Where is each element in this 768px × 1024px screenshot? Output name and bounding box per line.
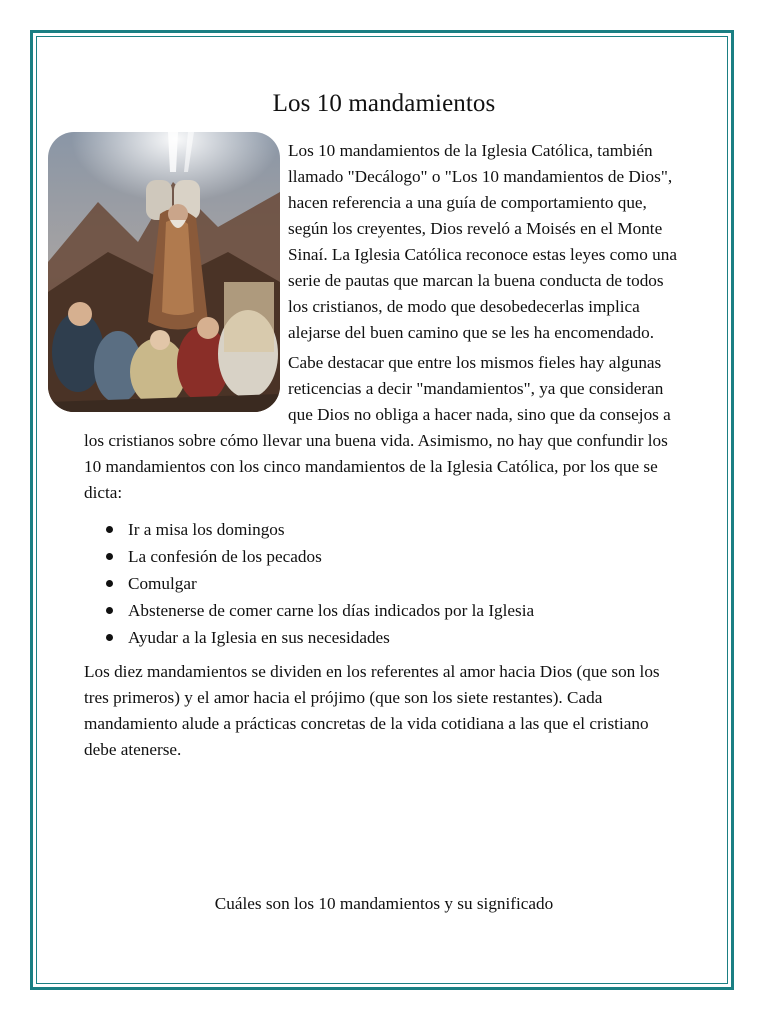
church-commandments-list [84,516,684,651]
list-item: Ayudar a la Iglesia en sus necesidades [128,624,684,651]
document-content [84,90,684,763]
list-item: Ir a misa los domingos [128,516,684,543]
bullet-icon [106,580,113,587]
bullet-icon [106,634,113,641]
division-paragraph: Los diez mandamientos se dividen en los referentes al amor hacia Dios (que son los tres primeros) y el amor hacia el prójimo (que son los siete restantes). Cada mandamiento alude a prácticas concretas de la vida cotidiana a las que el cristiano debe atenerse. [84,662,660,759]
list-item: La confesión de los pecados [128,543,684,570]
bullet-icon [106,553,113,560]
moses-tablets-icon [48,132,280,412]
bullet-icon [106,607,113,614]
list-item: Comulgar [128,570,684,597]
document-title: Los 10 mandamientos [272,90,496,117]
bullet-icon [106,526,113,533]
moses-painting-image [48,132,280,412]
intro-paragraph: Los 10 mandamientos de la Iglesia Católica, también llamado "Decálogo" o "Los 10 mandamientos de Dios", hacen referencia a una guía de comportamiento que, según los creyentes, Dios reveló a Moisés en el Monte Sinaí. La Iglesia Católica reconoce estas leyes como una serie de pautas que marcan la buena conducta de todos los cristianos, de modo que desobedecerlas implica alejarse del buen camino que se les ha encomendado. [288,141,677,342]
section-subtitle: Cuáles son los 10 mandamientos y su significado [214,894,554,913]
reticencias-paragraph: Cabe destacar que entre los mismos fieles hay algunas reticencias a decir "mandamientos", ya que consideran que Dios no obliga a hacer nada, sino que da consejos a los cristianos sobre cómo llevar una buena vida. Asimismo, no hay que confundir los 10 mandamientos con los cinco mandamientos de la Iglesia Católica, por los que se dicta: [84,353,671,502]
list-item: Abstenerse de comer carne los días indicados por la Iglesia [128,597,684,624]
